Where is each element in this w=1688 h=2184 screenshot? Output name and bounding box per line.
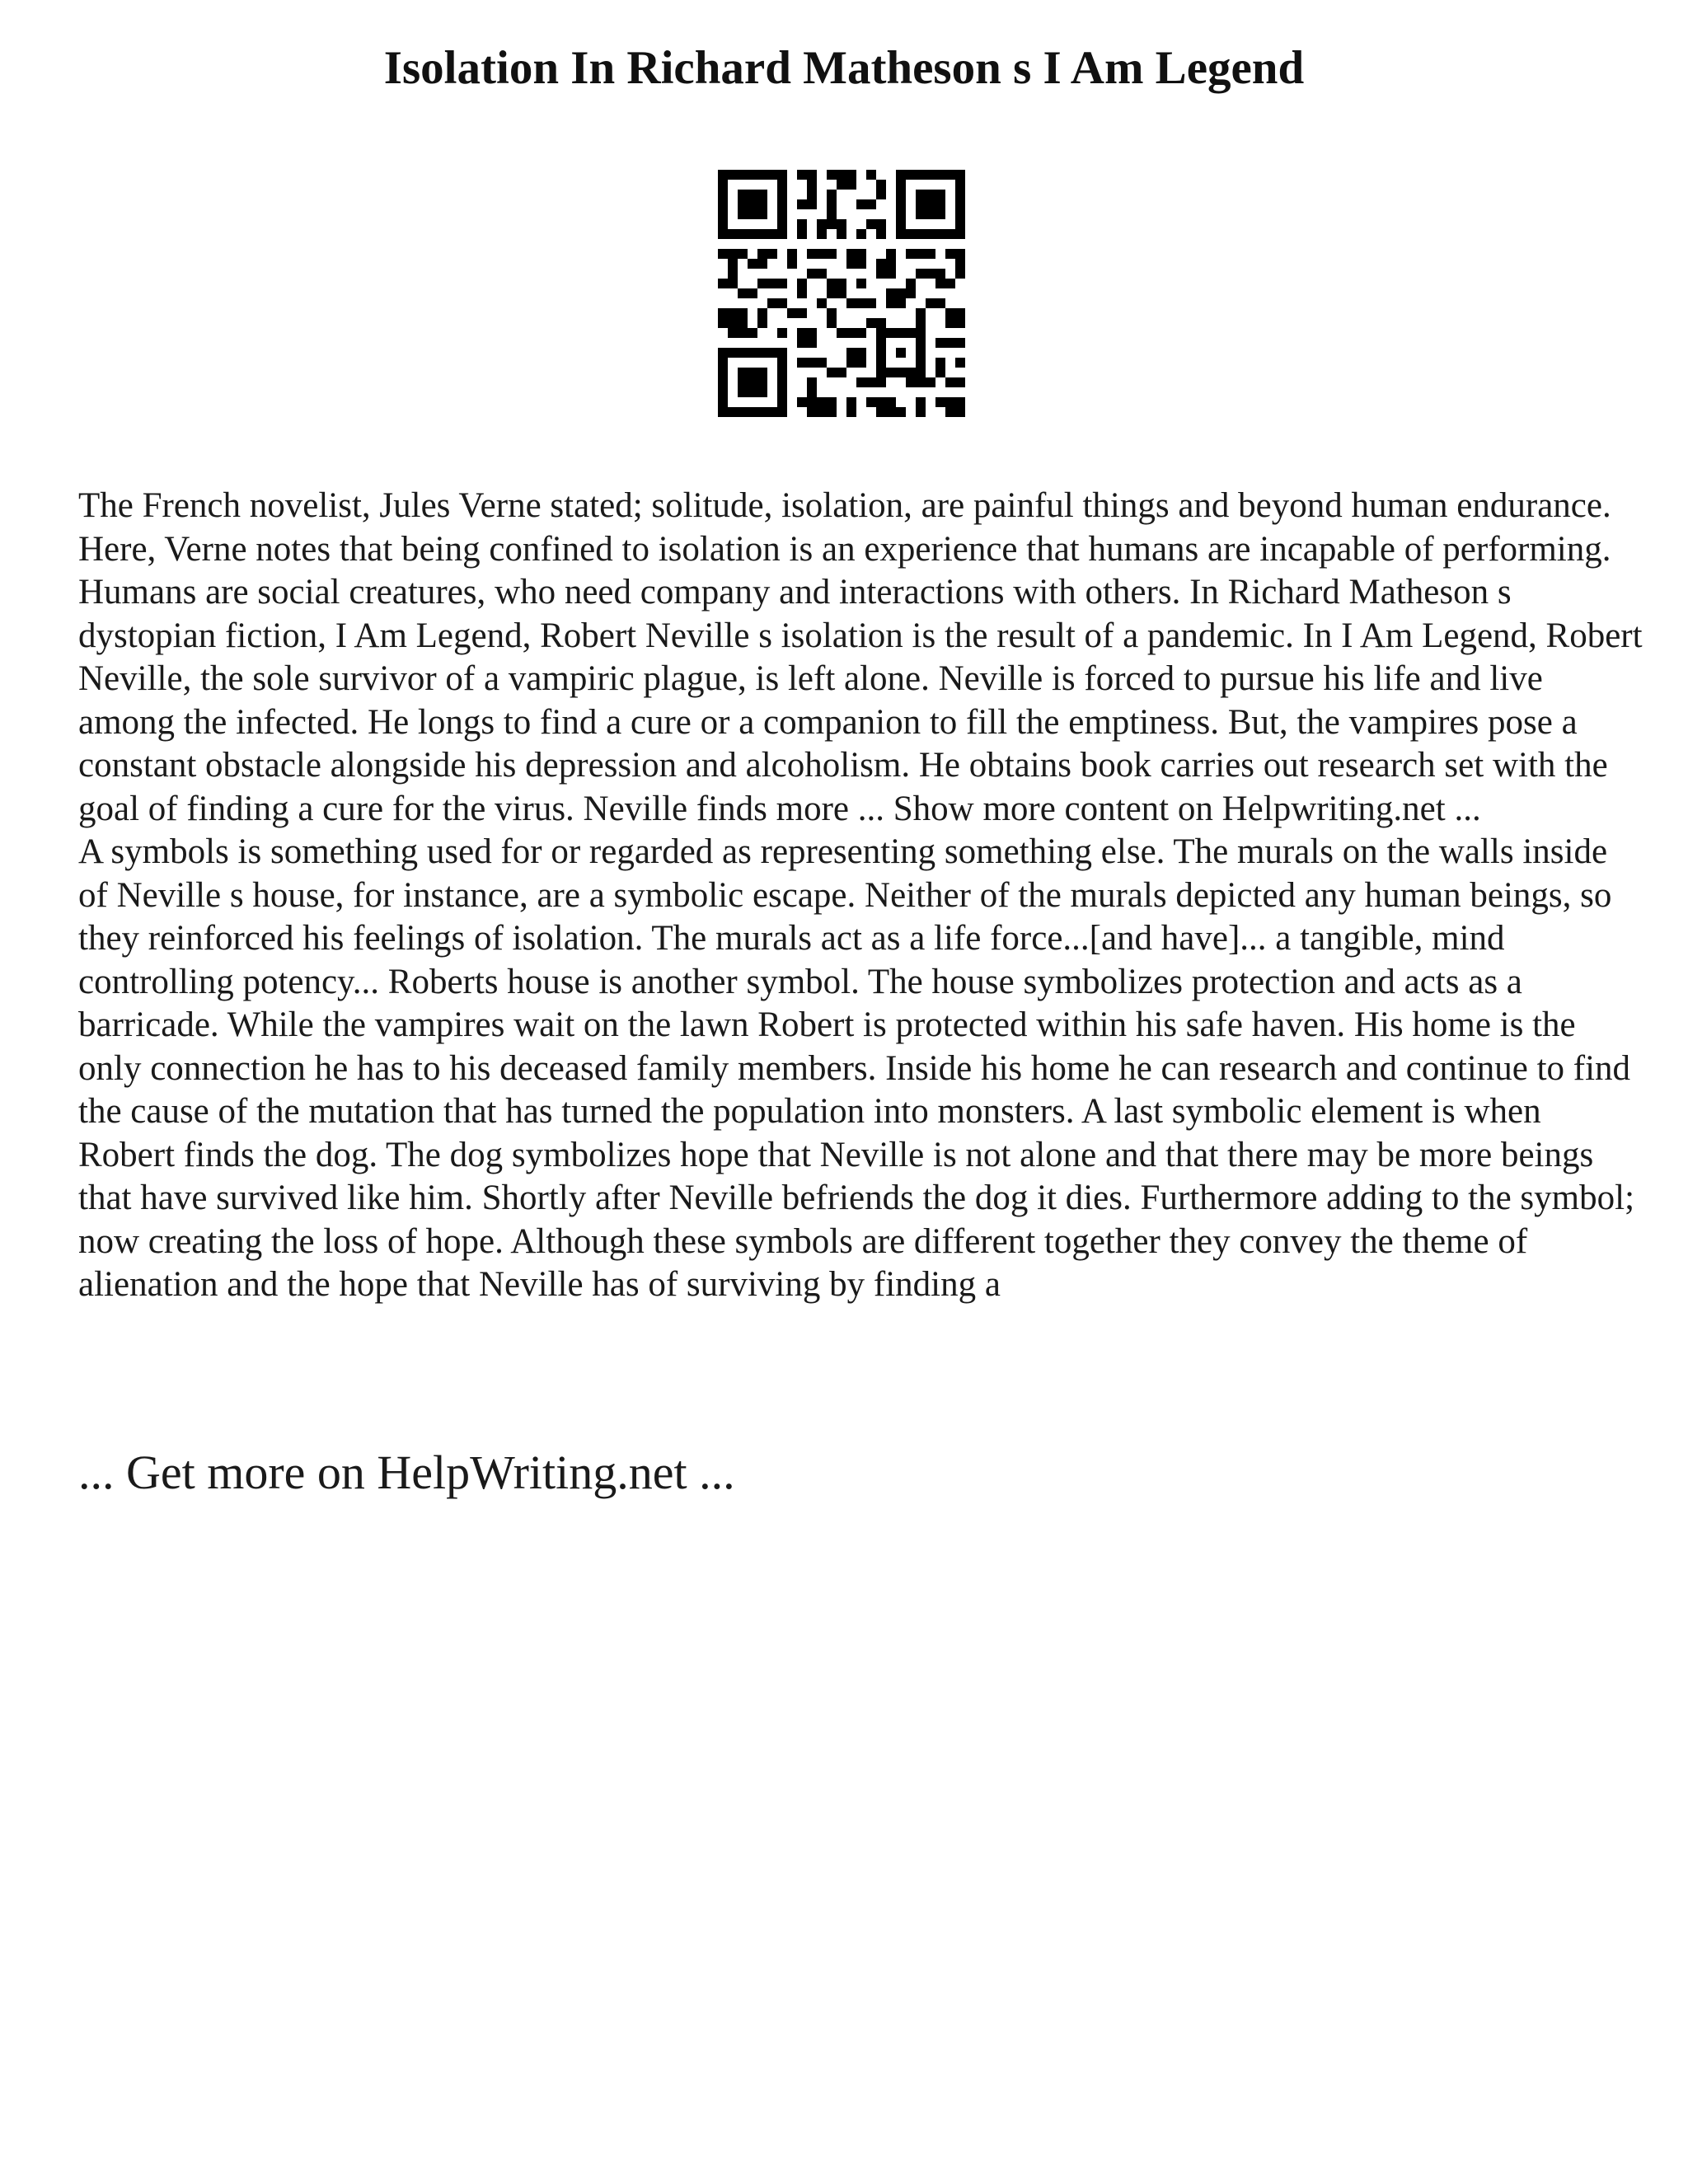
get-more-link[interactable]: ... Get more on HelpWriting.net ... xyxy=(78,1446,735,1499)
document-body xyxy=(78,485,1644,1307)
body-paragraph: The French novelist, Jules Verne stated; solitude, isolation, are painful things and beyond human endurance. Here, Verne notes that being confined to isolation is an experience that humans are incapable of performing. Humans are social creatures, who need company and interactions with others. In Richard Matheson s dystopian fiction, I Am Legend, Robert Neville s isolation is the result of a pandemic. In I Am Legend, Robert Neville, the sole survivor of a vampiric plague, is left alone. Neville is forced to pursue his life and live among the infected. He longs to find a cure or a companion to fill the emptiness. But, the vampires pose a constant obstacle alongside his depression and alcoholism. He obtains book carries out research set with the goal of finding a cure for the virus. Neville finds more ... Show more content on Helpwriting.net ... xyxy=(78,486,1643,828)
body-paragraph: A symbols is something used for or regarded as representing something else. The murals on the walls inside of Neville s house, for instance, are a symbolic escape. Neither of the murals depicted any human beings, so they reinforced his feelings of isolation. The murals act as a life force...[and have]... a tangible, mind controlling potency... Roberts house is another symbol. The house symbolizes protection and acts as a barricade. While the vampires wait on the lawn Robert is protected within his safe haven. His home is the only connection he has to his deceased family members. Inside his home he can research and continue to find the cause of the mutation that has turned the population into monsters. A last symbolic element is when Robert finds the dog. The dog symbolizes hope that Neville is not alone and that there may be more beings that have survived like him. Shortly after Neville befriends the dog it dies. Furthermore adding to the symbol; now creating the loss of hope. Although these symbols are different together they convey the theme of alienation and the hope that Neville has of surviving by finding a xyxy=(78,832,1635,1304)
qr-code-icon xyxy=(718,170,965,417)
document-title: Isolation In Richard Matheson s I Am Legend xyxy=(383,42,1305,94)
